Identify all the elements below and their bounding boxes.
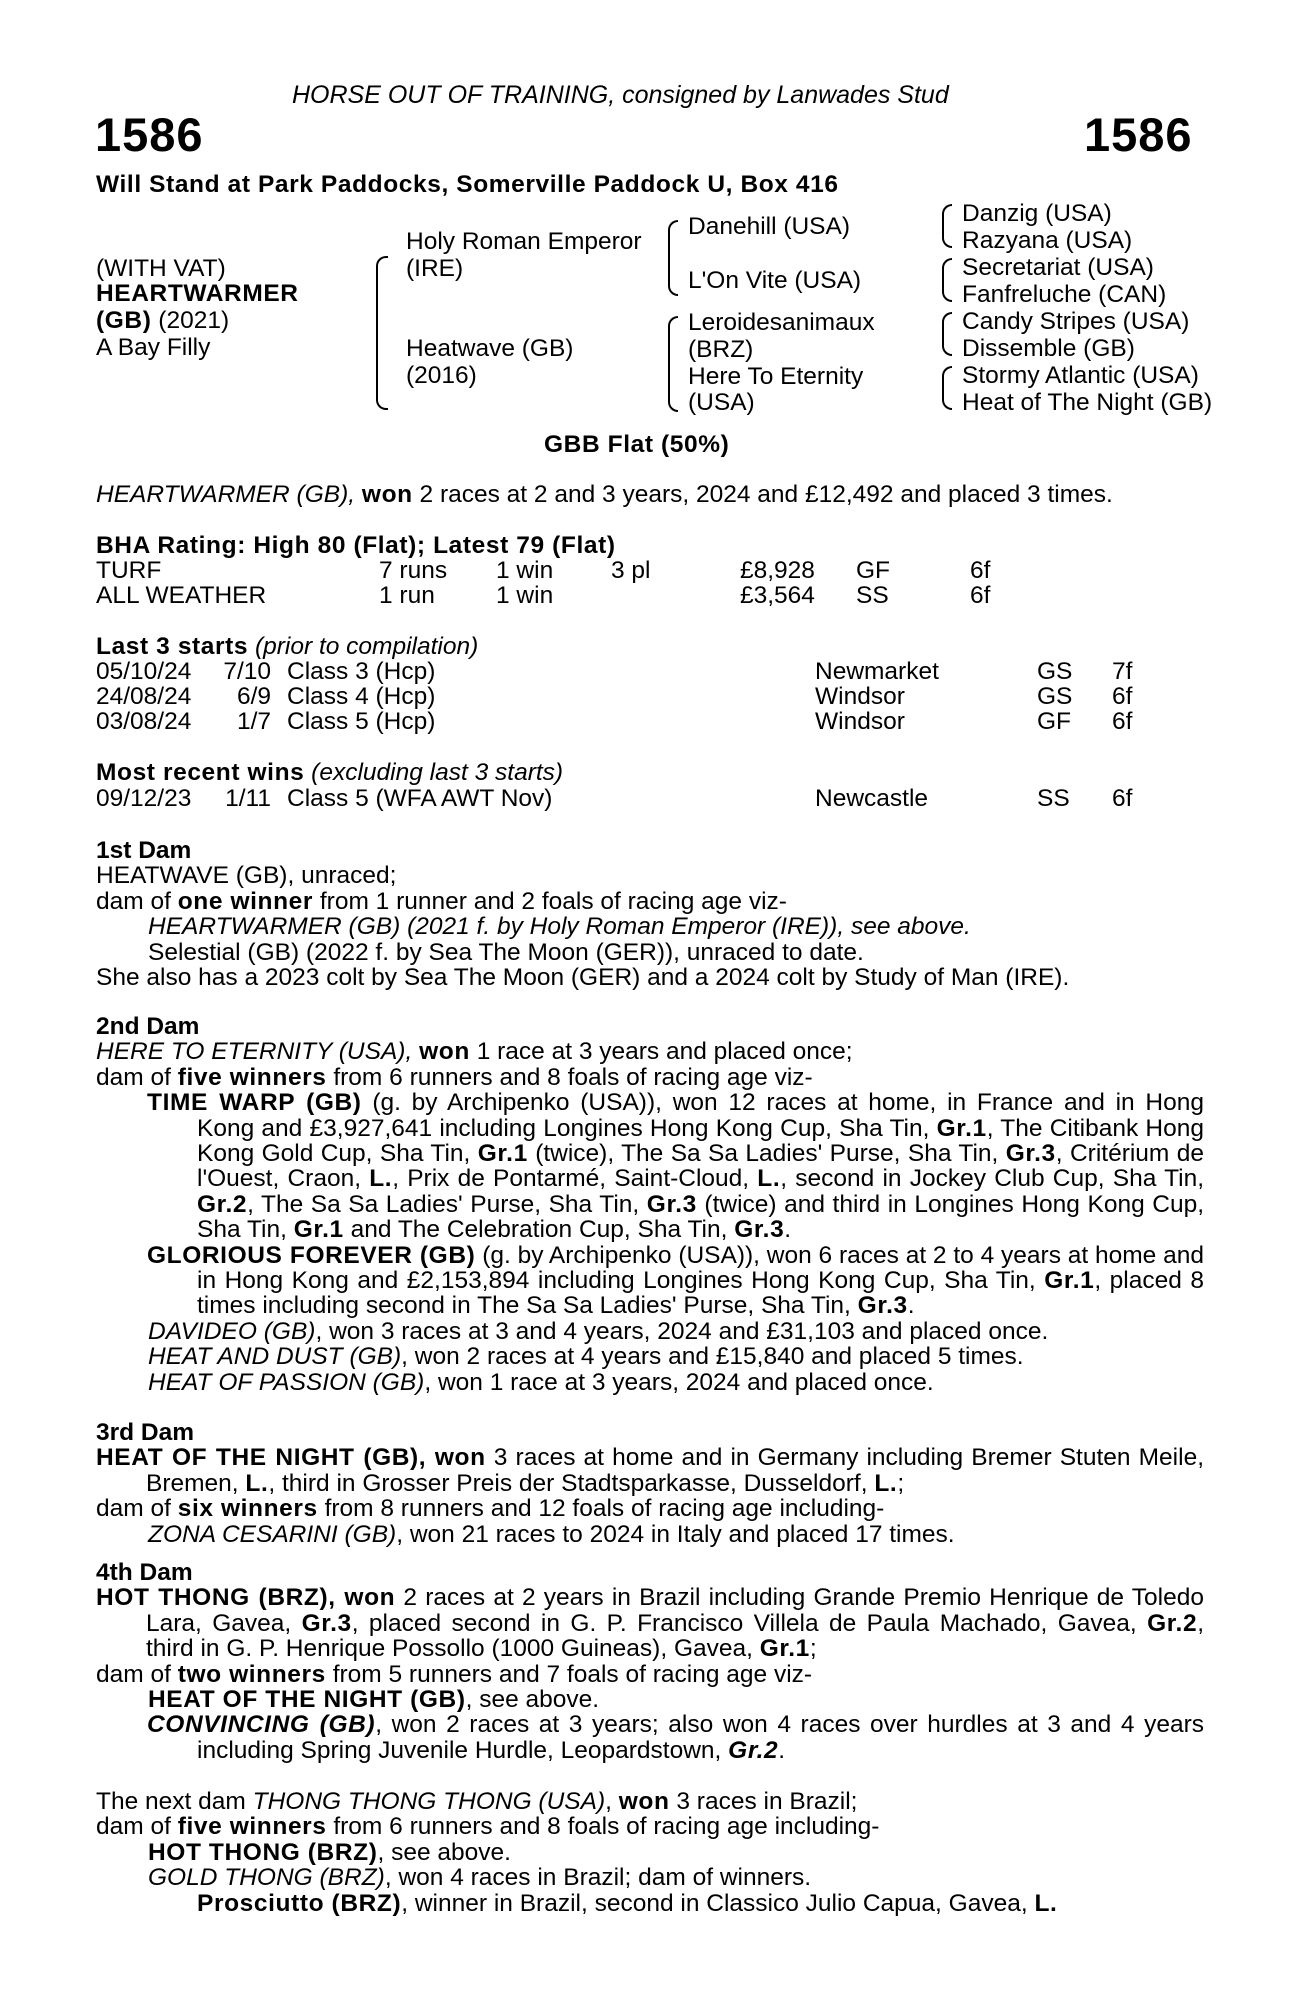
dam-dam: Here To Eternity xyxy=(688,363,864,390)
win-row-pos: 1/11 xyxy=(225,785,271,812)
pedigree-brace-dd xyxy=(942,366,952,410)
summary-horse-name: HEARTWARMER (GB), xyxy=(96,481,356,508)
bha-rating-heading: BHA Rating: High 80 (Flat); Latest 79 (Flat) xyxy=(96,532,616,559)
third-dam-section xyxy=(96,1420,1204,1547)
rating-row-turf-going: GF xyxy=(856,557,891,584)
produce-heat-of-passion: HEAT OF PASSION (GB), won 1 race at 3 years, 2024 and placed once. xyxy=(148,1368,934,1396)
last-starts-note: (prior to compilation) xyxy=(248,633,479,660)
produce-convincing: CONVINCING (GB), won 2 races at 3 years; also won 4 races over hurdles at 3 and 4 years including Spring Juvenile Hurdle, Leopardstown, Gr.2. xyxy=(147,1711,1204,1764)
vat-label: (WITH VAT) xyxy=(96,255,226,282)
summary-won: won xyxy=(361,481,413,508)
rating-row-aw-surface: ALL WEATHER xyxy=(96,582,267,609)
sire-dam: L'On Vite (USA) xyxy=(688,267,862,294)
horse-description: A Bay Filly xyxy=(96,334,211,361)
location-line: Will Stand at Park Paddocks, Somerville Paddock U, Box 416 xyxy=(96,171,839,198)
start-row-going: GS xyxy=(1037,658,1073,685)
dam-sire-country: (BRZ) xyxy=(688,336,754,363)
win-row-dist: 6f xyxy=(1112,785,1133,812)
second-dam-heading: 2nd Dam xyxy=(96,1013,200,1040)
start-row-dist: 6f xyxy=(1112,708,1133,735)
produce-davideo: DAVIDEO (GB), won 3 races at 3 and 4 years, 2024 and £31,103 and placed once. xyxy=(148,1317,1049,1345)
start-row-course: Windsor xyxy=(815,708,905,735)
start-row-pos: 7/10 xyxy=(223,658,271,685)
dam-dam-sire: Stormy Atlantic (USA) xyxy=(962,362,1199,389)
dam-name: Heatwave (GB) xyxy=(406,335,574,362)
produce-heat-of-the-night: HEAT OF THE NIGHT (GB), see above. xyxy=(148,1686,600,1714)
start-row-going: GF xyxy=(1037,708,1072,735)
dam-dam-country: (USA) xyxy=(688,389,755,416)
first-dam-produce-2: Selestial (GB) (2022 f. by Sea The Moon (GER)), unraced to date. xyxy=(148,938,864,966)
next-dam-line: The next dam THONG THONG THONG (USA), won 3 races in Brazil; xyxy=(96,1788,858,1815)
rating-row-turf-dist: 6f xyxy=(970,557,991,584)
start-row-dist: 7f xyxy=(1112,658,1133,685)
rating-row-aw-wins: 1 win xyxy=(496,582,554,609)
last-starts-heading xyxy=(96,634,478,660)
consignment-line: HORSE OUT OF TRAINING, consigned by Lanwades Stud xyxy=(292,81,949,109)
pedigree-brace-dam xyxy=(668,316,678,412)
rating-row-turf-runs: 7 runs xyxy=(379,557,448,584)
race-summary xyxy=(96,482,1113,508)
next-dam-section xyxy=(96,1789,1204,1916)
recent-wins-note: (excluding last 3 starts) xyxy=(304,759,564,786)
start-row-date: 05/10/24 xyxy=(96,658,192,685)
horse-name: HEARTWARMER xyxy=(96,280,299,307)
horse-country-year xyxy=(96,308,229,334)
sire-sire: Danehill (USA) xyxy=(688,213,851,240)
win-row-course: Newcastle xyxy=(815,785,929,812)
horse-country: (GB) xyxy=(96,307,152,334)
win-row-date: 09/12/23 xyxy=(96,785,192,812)
pedigree-brace-main xyxy=(376,256,388,410)
fourth-dam-section xyxy=(96,1560,1204,1763)
first-dam-note: She also has a 2023 colt by Sea The Moon (GER) and a 2024 colt by Study of Man (IRE). xyxy=(96,964,1070,992)
pedigree-brace-sire xyxy=(668,220,678,296)
fourth-dam-line: HOT THONG (BRZ), won 2 races at 2 years in Brazil including Grande Premio Henrique de Toledo Lara, Gavea, Gr.3, placed second in G. P. Francisco Villela de Paula Machado, Gavea, Gr.2, third in G. P. Henrique Possollo (1000 Guineas), Gavea, Gr.1; xyxy=(96,1584,1204,1663)
start-row-pos: 1/7 xyxy=(236,708,271,735)
first-dam-section xyxy=(96,838,1204,990)
dam-sire: Leroidesanimaux xyxy=(688,309,875,336)
rating-row-turf-wins: 1 win xyxy=(496,557,554,584)
pedigree-brace-ds xyxy=(942,312,952,356)
third-dam-produce-line: dam of six winners from 8 runners and 12 foals of racing age including- xyxy=(96,1495,885,1523)
first-dam-heading: 1st Dam xyxy=(96,837,192,864)
sire-sire-dam: Razyana (USA) xyxy=(962,227,1133,254)
third-dam-heading: 3rd Dam xyxy=(96,1419,195,1446)
sire-country: (IRE) xyxy=(406,255,464,282)
rating-row-turf-prize: £8,928 xyxy=(740,557,815,584)
dam-dam-dam: Heat of The Night (GB) xyxy=(962,389,1213,416)
next-dam-produce-line: dam of five winners from 6 runners and 8 foals of racing age including- xyxy=(96,1813,880,1841)
fourth-dam-heading: 4th Dam xyxy=(96,1559,193,1586)
recent-wins-heading xyxy=(96,760,563,786)
produce-glorious-forever: GLORIOUS FOREVER (GB) (g. by Archipenko (USA)), won 6 races at 2 to 4 years at home and in Hong Kong and £2,153,894 including Longines Hong Kong Cup, Sha Tin, Gr.1, placed 8 times including second in The Sa Sa Ladies' Purse, Sha Tin, Gr.3. xyxy=(147,1241,1204,1320)
fourth-dam-produce-line: dam of two winners from 5 runners and 7 foals of racing age viz- xyxy=(96,1660,813,1688)
dam-sire-dam: Dissemble (GB) xyxy=(962,335,1135,362)
sire-dam-dam: Fanfreluche (CAN) xyxy=(962,281,1167,308)
lot-number-right: 1586 xyxy=(1084,108,1193,161)
start-row-race: Class 4 (Hcp) xyxy=(287,683,436,710)
rating-row-turf-placed: 3 pl xyxy=(611,557,651,584)
start-row-race: Class 3 (Hcp) xyxy=(287,658,436,685)
start-row-going: GS xyxy=(1037,683,1073,710)
win-row-race: Class 5 (WFA AWT Nov) xyxy=(287,785,553,812)
produce-heat-and-dust: HEAT AND DUST (GB), won 2 races at 4 years and £15,840 and placed 5 times. xyxy=(148,1343,1024,1371)
last-starts-title: Last 3 starts xyxy=(96,633,249,660)
produce-gold-thong: GOLD THONG (BRZ), won 4 races in Brazil; dam of winners. xyxy=(148,1864,812,1892)
horse-year: (2021) xyxy=(158,307,230,334)
recent-wins-title: Most recent wins xyxy=(96,759,305,786)
rating-row-aw-prize: £3,564 xyxy=(740,582,815,609)
win-row-going: SS xyxy=(1037,785,1070,812)
sire-dam-sire: Secretariat (USA) xyxy=(962,254,1154,281)
second-dam-produce-line: dam of five winners from 6 runners and 8 foals of racing age viz- xyxy=(96,1063,813,1091)
produce-zona-cesarini: ZONA CESARINI (GB), won 21 races to 2024 in Italy and placed 17 times. xyxy=(148,1520,955,1548)
lot-number-left: 1586 xyxy=(95,108,204,161)
first-dam-line: HEATWAVE (GB), unraced; xyxy=(96,862,397,890)
start-row-dist: 6f xyxy=(1112,683,1133,710)
rating-row-aw-runs: 1 run xyxy=(379,582,435,609)
dam-sire-sire: Candy Stripes (USA) xyxy=(962,308,1190,335)
produce-prosciutto: Prosciutto (BRZ), winner in Brazil, second in Classico Julio Capua, Gavea, L. xyxy=(197,1889,1058,1917)
start-row-course: Windsor xyxy=(815,683,905,710)
produce-hot-thong: HOT THONG (BRZ), see above. xyxy=(148,1838,511,1866)
sire-sire-sire: Danzig (USA) xyxy=(962,200,1112,227)
gbb-label: GBB Flat (50%) xyxy=(544,431,730,458)
produce-time-warp: TIME WARP (GB) (g. by Archipenko (USA)), won 12 races at home, in France and in Hong Kong and £3,927,641 including Longines Hong Kong Cup, Sha Tin, Gr.1, The Citibank Hong Kong Gold Cup, Sha Tin, Gr.1 (twice), The Sa Sa Ladies' Purse, Sha Tin, Gr.3, Critérium de l'Ouest, Craon, L., Prix de Pontarmé, Saint-Cloud, L., second in Jockey Club Cup, Sha Tin, Gr.2, The Sa Sa Ladies' Purse, Sha Tin, Gr.3 (twice) and third in Longines Hong Kong Cup, Sha Tin, Gr.1 and The Celebration Cup, Sha Tin, Gr.3. xyxy=(147,1089,1205,1244)
rating-row-aw-going: SS xyxy=(856,582,889,609)
start-row-pos: 6/9 xyxy=(236,683,271,710)
pedigree-brace-sd xyxy=(942,258,952,302)
rating-row-aw-dist: 6f xyxy=(970,582,991,609)
start-row-date: 24/08/24 xyxy=(96,683,192,710)
third-dam-line: HEAT OF THE NIGHT (GB), won 3 races at home and in Germany including Bremer Stuten Meile, Bremen, L., third in Grosser Preis der Stadtsparkasse, Dusseldorf, L.; xyxy=(96,1444,1204,1497)
dam-year: (2016) xyxy=(406,362,477,389)
second-dam-section xyxy=(96,1014,1204,1395)
first-dam-produce-line: dam of one winner from 1 runner and 2 foals of racing age viz- xyxy=(96,887,787,915)
second-dam-line: HERE TO ETERNITY (USA), won 1 race at 3 years and placed once; xyxy=(96,1038,853,1066)
summary-rest: 2 races at 2 and 3 years, 2024 and £12,492 and placed 3 times. xyxy=(412,481,1113,508)
start-row-race: Class 5 (Hcp) xyxy=(287,708,436,735)
pedigree-brace-ss xyxy=(942,204,952,248)
start-row-course: Newmarket xyxy=(815,658,939,685)
rating-row-turf-surface: TURF xyxy=(96,557,162,584)
start-row-date: 03/08/24 xyxy=(96,708,192,735)
sire-name: Holy Roman Emperor xyxy=(406,228,642,255)
first-dam-produce-1: HEARTWARMER (GB) (2021 f. by Holy Roman Emperor (IRE)), see above. xyxy=(148,913,971,941)
